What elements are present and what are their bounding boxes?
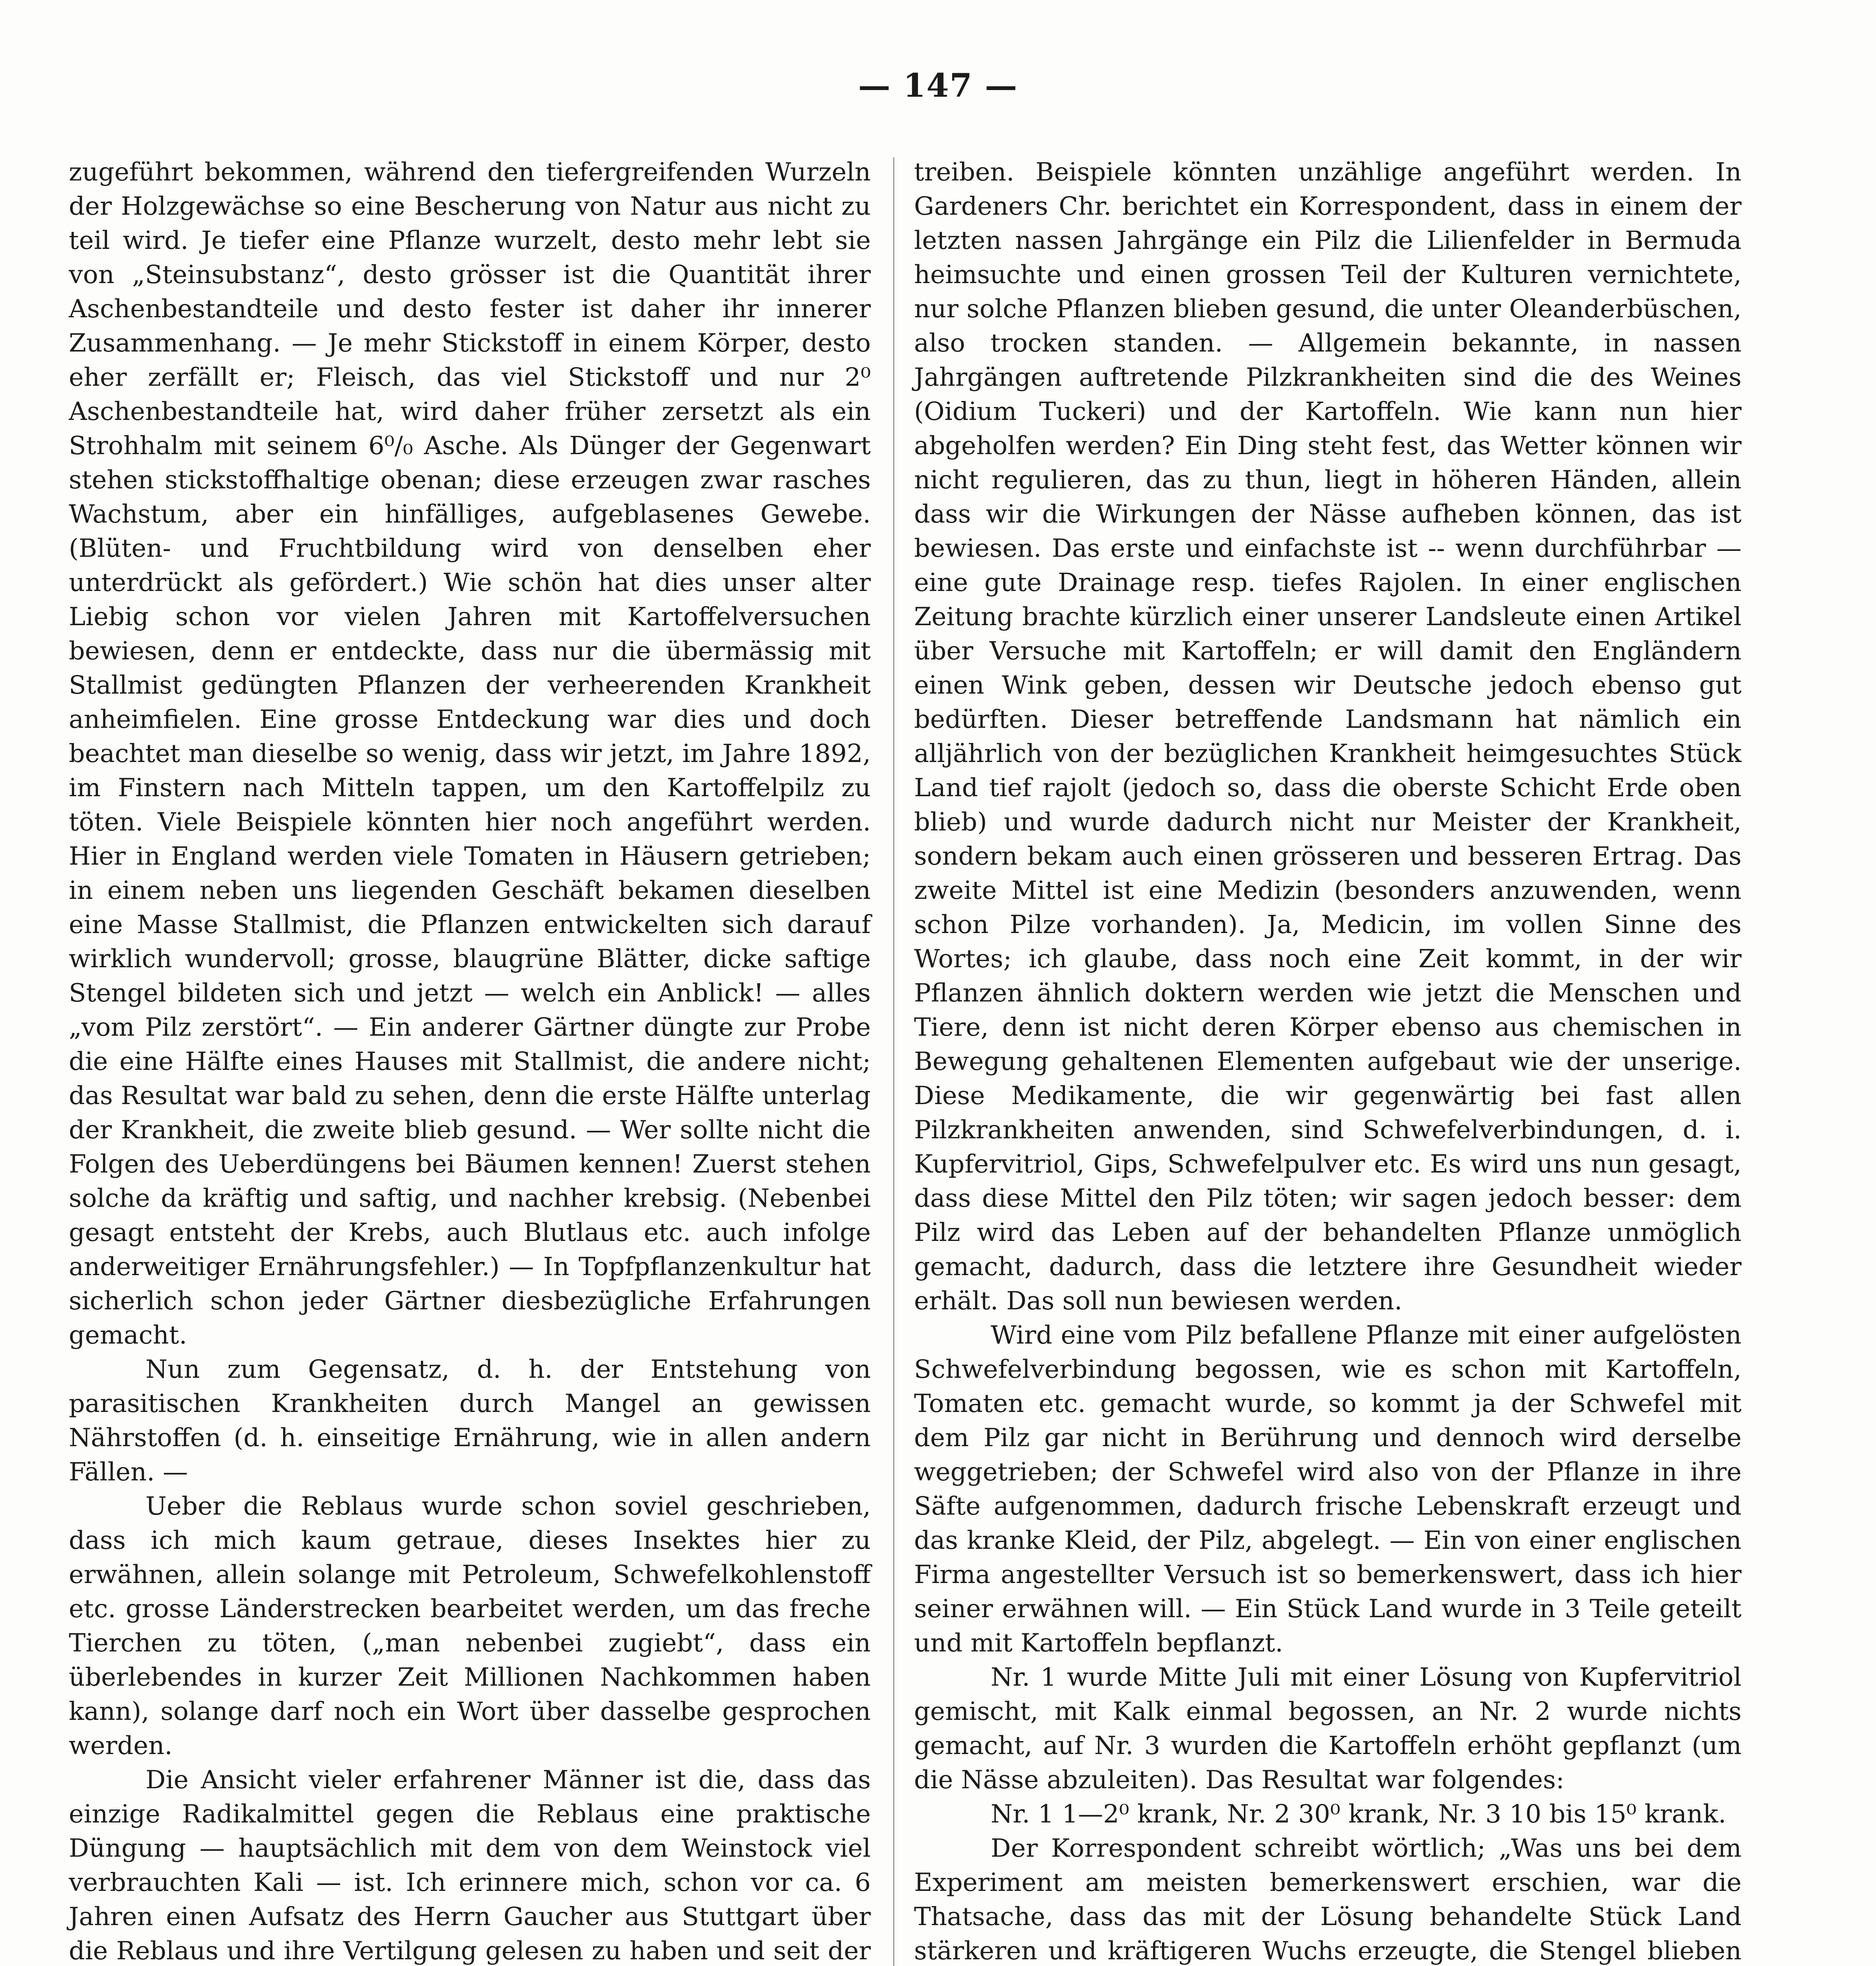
paragraph: Nr. 1 1—2⁰ krank, Nr. 2 30⁰ krank, Nr. 3 10 bis 15⁰ krank. (991, 1800, 1726, 1829)
paragraph: Nr. 1 wurde Mitte Juli mit einer Lösung von Kupfervitriol gemischt, mit Kalk einmal begossen, an Nr. 2 wurde nichts gemacht, auf Nr. 3 wurden die Kartoffeln erhöht gepflanzt (um die Nässe abzuleiten). Das Resultat war folgendes: (914, 1663, 1742, 1795)
paragraph: zugeführt bekommen, während den tiefergreifenden Wurzeln der Holzgewächse so eine Bescherung von Natur aus nicht zu teil wird. Je tiefer eine Pflanze wurzelt, desto mehr lebt sie von „Steinsubstanz“, desto grösser ist die Quantität ihrer Aschenbestandteile und desto fester ist daher ihr innerer Zusammenhang. — Je mehr Stickstoff in einem Körper, desto eher zerfällt er; Fleisch, das viel Stickstoff und nur 2⁰ Aschenbestandteile hat, wird daher früher zersetzt als ein Strohhalm mit seinem 6⁰/₀ Asche. Als Dünger der Gegenwart stehen stickstoffhaltige obenan; diese erzeugen zwar rasches Wachstum, aber ein hinfälliges, aufgeblasenes Gewebe. (Blüten- und Fruchtbildung wird von denselben eher unterdrückt als gefördert.) Wie schön hat dies unser alter Liebig schon vor vielen Jahren mit Kartoffelversuchen bewiesen, denn er entdeckte, dass nur die übermässig mit Stallmist gedüngten Pflanzen der verheerenden Krankheit anheimfielen. Eine grosse Entdeckung war dies und doch beachtet man dieselbe so wenig, dass wir jetzt, im Jahre 1892, im Finstern nach Mitteln tappen, um den Kartoffelpilz zu töten. Viele Beispiele könnten hier noch angeführt werden. Hier in England werden viele Tomaten in Häusern getrieben; in einem neben uns liegenden Geschäft bekamen dieselben eine Masse Stallmist, die Pflanzen entwickelten sich darauf wirklich wundervoll; grosse, blaugrüne Blätter, dicke saftige Stengel bildeten sich und jetzt — welch ein Anblick! — alles „vom Pilz zerstört“. — Ein anderer Gärtner düngte zur Probe die eine Hälfte eines Hauses mit Stallmist, die andere nicht; das Resultat war bald zu sehen, denn die erste Hälfte unterlag der Krankheit, die zweite blieb gesund. — Wer sollte nicht die Folgen des Ueberdüngens bei Bäumen kennen! Zuerst stehen solche da kräftig und saftig, und nachher krebsig. (Nebenbei gesagt entsteht der Krebs, auch Blutlaus etc. auch infolge anderweitiger Ernährungsfehler.) — In Topfpflanzenkultur hat sicherlich schon jeder Gärtner diesbezügliche Erfahrungen gemacht. (69, 158, 871, 1350)
paragraph: Die Ansicht vieler erfahrener Männer ist die, dass das einzige Radikalmittel gegen die Reblaus eine praktische Düngung — hauptsächlich mit dem von dem Weinstock viel verbrauchten Kali — ist. Ich erinnere mich, schon vor ca. 6 Jahren einen Aufsatz des Herrn Gaucher aus Stuttgart über die Reblaus und ihre Vertilgung gelesen zu haben und seit der (69, 1765, 871, 1966)
right-text-column (914, 155, 1742, 1966)
paragraph: Der Korrespondent schreibt wörtlich; „Was uns bei dem Experiment am meisten bemerkenswert erschien, war die Thatsache, dass das mit der Lösung behandelte Stück Land stärkeren und kräftigeren Wuchs erzeugte, die Stengel blieben (914, 1834, 1742, 1966)
paragraph: Nun zum Gegensatz, d. h. der Entstehung von parasitischen Krankheiten durch Mangel an gewissen Nährstoffen (d. h. einseitige Ernährung, wie in allen andern Fällen. — (69, 1355, 871, 1487)
left-text-column (69, 155, 871, 1966)
paragraph: treiben. Beispiele könnten unzählige angeführt werden. In Gardeners Chr. berichtet ein Korrespondent, dass in einem der letzten nassen Jahrgänge ein Pilz die Lilienfelder in Bermuda heimsuchte und einen grossen Teil der Kulturen vernichtete, nur solche Pflanzen blieben gesund, die unter Oleanderbüschen, also trocken standen. — Allgemein bekannte, in nassen Jahrgängen auftretende Pilzkrankheiten sind die des Weines (Oidium Tuckeri) und der Kartoffeln. Wie kann nun hier abgeholfen werden? Ein Ding steht fest, das Wetter können wir nicht regulieren, das zu thun, liegt in höheren Händen, allein dass wir die Wirkungen der Nässe aufheben können, das ist bewiesen. Das erste und einfachste ist -- wenn durchführbar — eine gute Drainage resp. tiefes Rajolen. In einer englischen Zeitung brachte kürzlich einer unserer Landsleute einen Artikel über Versuche mit Kartoffeln; er will damit den Engländern einen Wink geben, dessen wir Deutsche jedoch ebenso gut bedürften. Dieser betreffende Landsmann hat nämlich ein alljährlich von der bezüglichen Krankheit heimgesuchtes Stück Land tief rajolt (jedoch so, dass die oberste Schicht Erde oben blieb) und wurde dadurch nicht nur Meister der Krankheit, sondern bekam auch einen grösseren und besseren Ertrag. Das zweite Mittel ist eine Medizin (besonders anzuwenden, wenn schon Pilze vorhanden). Ja, Medicin, im vollen Sinne des Wortes; ich glaube, dass noch eine Zeit kommt, in der wir Pflanzen ähnlich doktern werden wie jetzt die Menschen und Tiere, denn ist nicht deren Körper ebenso aus chemischen in Bewegung gehaltenen Elementen aufgebaut wie der unserige. Diese Medikamente, die wir gegenwärtig bei fast allen Pilzkrankheiten anwenden, sind Schwefelverbindungen, d. i. Kupfervitriol, Gips, Schwefelpulver etc. Es wird uns nun gesagt, dass diese Mittel den Pilz töten; wir sagen jedoch besser: dem Pilz wird das Leben auf der behandelten Pflanze unmöglich gemacht, dadurch, dass die letztere ihre Gesundheit wieder erhält. Das soll nun bewiesen werden. (914, 158, 1742, 1316)
column-divider (893, 157, 894, 1966)
paragraph: Wird eine vom Pilz befallene Pflanze mit einer aufgelösten Schwefelverbindung begossen, wie es schon mit Kartoffeln, Tomaten etc. gemacht wurde, so kommt ja der Schwefel mit dem Pilz gar nicht in Berührung und dennoch wird derselbe weggetrieben; der Schwefel wird also von der Pflanze in ihre Säfte aufgenommen, dadurch frische Lebenskraft erzeugt und das kranke Kleid, der Pilz, abgelegt. — Ein von einer englischen Firma angestellter Versuch ist so bemerkenswert, dass ich hier seiner erwähnen will. — Ein Stück Land wurde in 3 Teile geteilt und mit Kartoffeln bepflanzt. (914, 1321, 1742, 1658)
paragraph: Ueber die Reblaus wurde schon soviel geschrieben, dass ich mich kaum getraue, dieses Insektes hier zu erwähnen, allein solange mit Petroleum, Schwefelkohlenstoff etc. grosse Länderstrecken bearbeitet werden, um das freche Tierchen zu töten, („man nebenbei zugiebt“, dass ein überlebendes in kurzer Zeit Millionen Nachkommen haben kann), solange darf noch ein Wort über dasselbe gesprochen werden. (69, 1492, 871, 1760)
page-number: — 147 — (858, 67, 1018, 105)
